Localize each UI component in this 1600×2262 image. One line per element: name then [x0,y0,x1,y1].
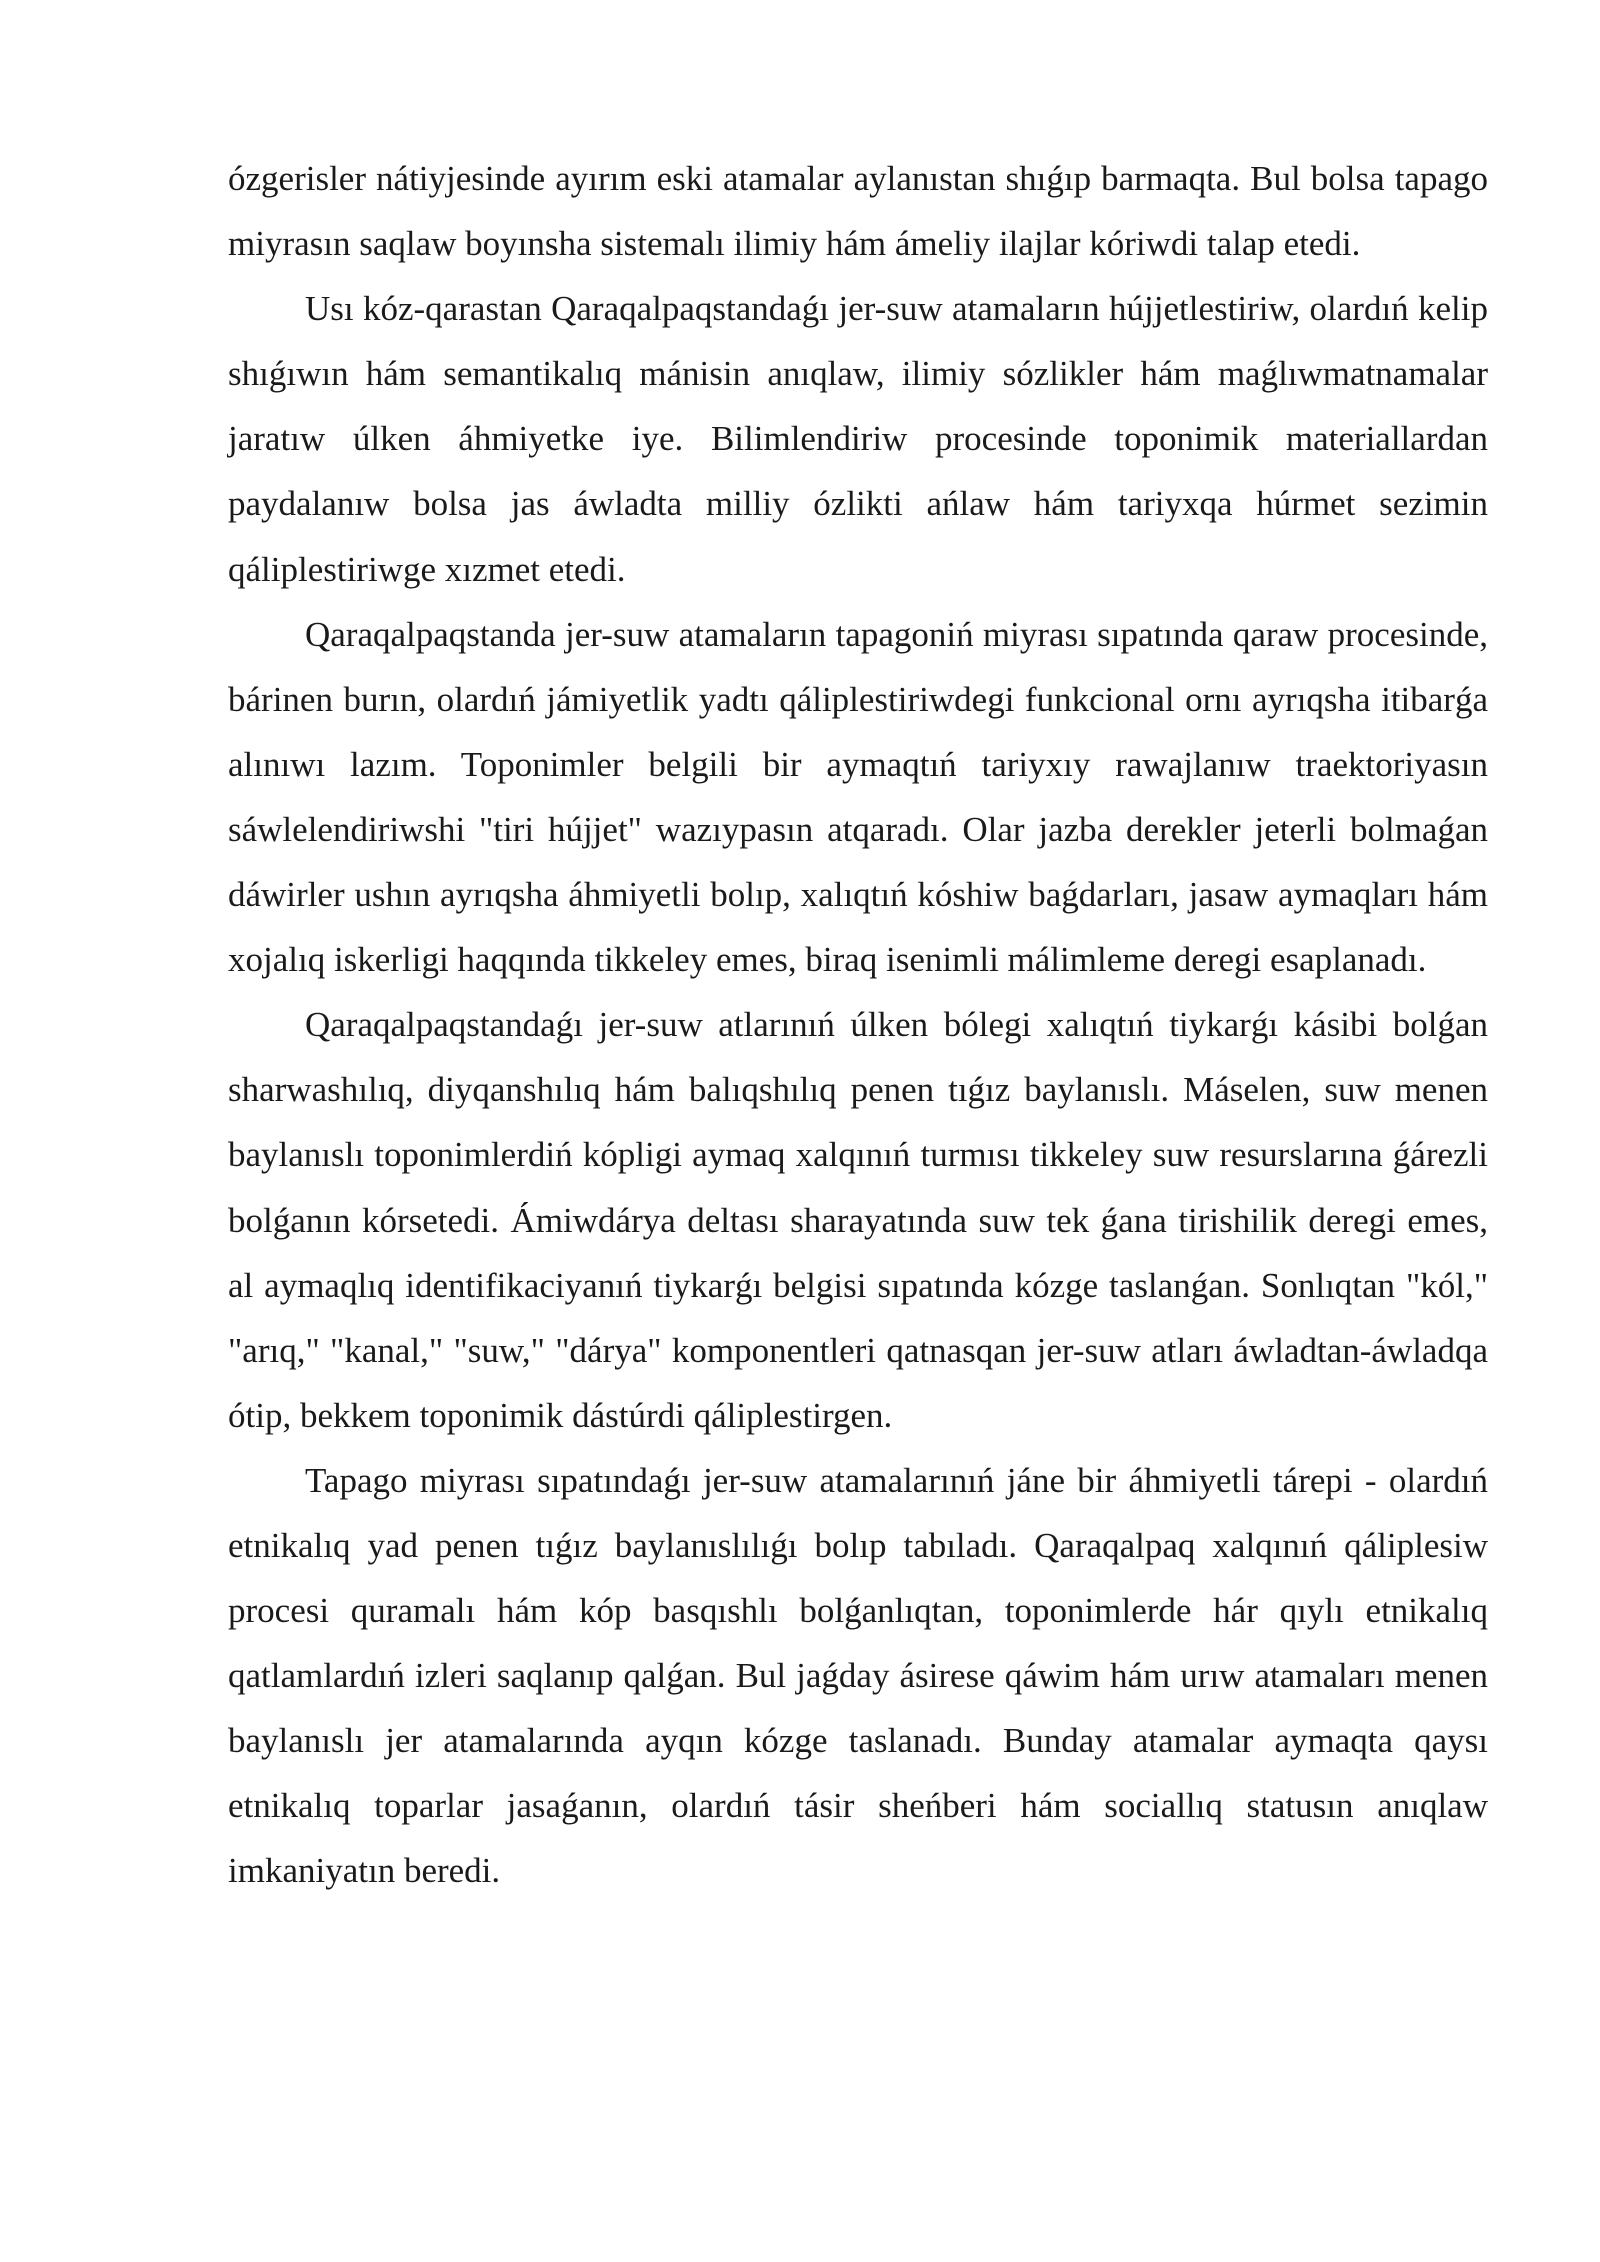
paragraph-5: Tapago miyrası sıpatındaǵı jer-suw atamalarınıń jáne bir áhmiyetli tárepi - olardıń etnikalıq yad penen tıǵız baylanıslılıǵı bolıp tabıladı. Qaraqalpaq xalqınıń qáliplesiw procesi quramalı hám kóp basqıshlı bolǵanlıqtan, toponimlerde hár qıylı etnikalıq qatlamlardıń izleri saqlanıp qalǵan. Bul jaǵday ásirese qáwim hám urıw atamaları menen baylanıslı jer atamalarında ayqın kózge taslanadı. Bunday atamalar aymaqta qaysı etnikalıq toparlar jasaǵanın, olardıń tásir sheńberi hám sociallıq statusın anıqlaw imkaniyatın beredi. [228,1460,1488,1891]
paragraph-1: ózgerisler nátiyjesinde ayırım eski atamalar aylanıstan shıǵıp barmaqta. Bul bolsa tapago miyrasın saqlaw boyınsha sistemalı ilimiy hám ámeliy ilajlar kóriwdi talap etedi. [228,159,1488,264]
paragraph-2: Usı kóz-qarastan Qaraqalpaqstandaǵı jer-suw atamaların hújjetlestiriw, olardıń kelip shıǵıwın hám semantikalıq mánisin anıqlaw, ilimiy sózlikler hám maǵlıwmatnamalar jaratıw úlken áhmiyetke iye. Bilimlendiriw procesinde toponimik materiallardan paydalanıw bolsa jas áwladta milliy ózlikti ańlaw hám tariyxqa húrmet sezimin qáliplestiriwge xızmet etedi. [228,289,1488,589]
paragraph-4: Qaraqalpaqstandaǵı jer-suw atlarınıń úlken bólegi xalıqtıń tiykarǵı kásibi bolǵan sharwashılıq, diyqanshılıq hám balıqshılıq penen tıǵız baylanıslı. Máselen, suw menen baylanıslı toponimlerdiń kópligi aymaq xalqınıń turmısı tikkeley suw resurslarına ǵárezli bolǵanın kórsetedi. Ámiwdárya deltası sharayatında suw tek ǵana tirishilik deregi emes, al aymaqlıq identifikaciyanıń tiykarǵı belgisi sıpatında kózge taslanǵan. Sonlıqtan "kól," "arıq," "kanal," "suw," "dárya" komponentleri qatnasqan jer-suw atları áwladtan-áwladqa ótip, bekkem toponimik dástúrdi qáliplestirgen. [228,1005,1488,1435]
body-text [228,146,1488,1904]
paragraph-3: Qaraqalpaqstanda jer-suw atamaların tapagoniń miyrası sıpatında qaraw procesinde, bárinen burın, olardıń jámiyetlik yadtı qáliplestiriwdegi funkcional ornı ayrıqsha itibarǵa alınıwı lazım. Toponimler belgili bir aymaqtıń tariyxıy rawajlanıw traektoriyasın sáwlelendiriwshi "tiri hújjet" wazıypasın atqaradı. Olar jazba derekler jeterli bolmaǵan dáwirler ushın ayrıqsha áhmiyetli bolıp, xalıqtıń kóshiw baǵdarları, jasaw aymaqları hám xojalıq iskerligi haqqında tikkeley emes, biraq isenimli málimleme deregi esaplanadı. [228,614,1488,980]
